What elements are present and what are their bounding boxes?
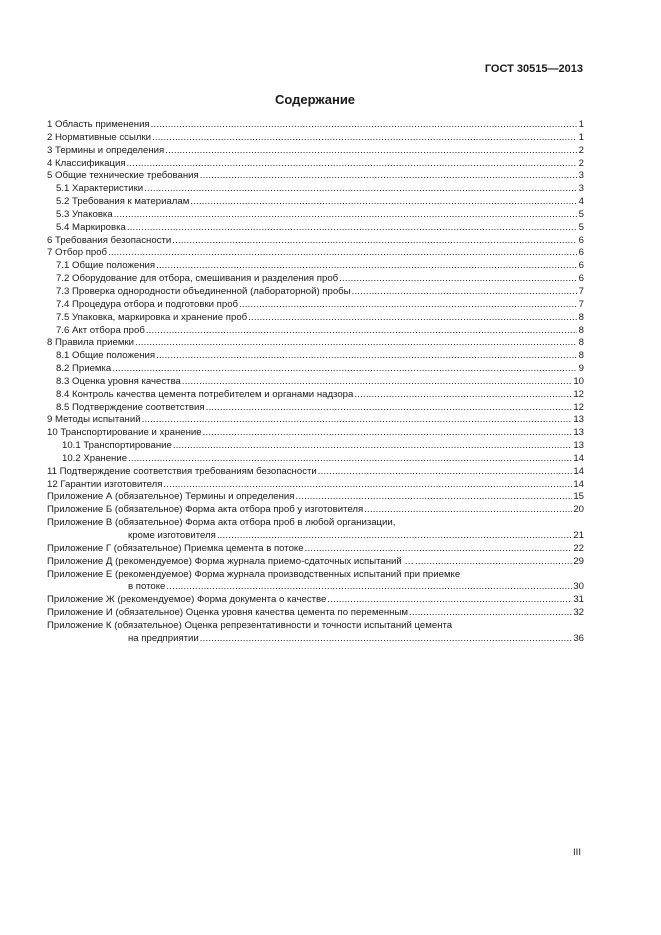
toc-entry[interactable] — [47, 556, 584, 569]
toc-entry[interactable] — [47, 183, 584, 196]
toc-leader-dots — [217, 530, 573, 543]
toc-entry[interactable] — [47, 286, 584, 299]
toc-entry-page: 4 — [578, 196, 584, 208]
toc-leader-dots — [173, 440, 573, 453]
toc-entry-page: 12 — [573, 401, 584, 413]
toc-entry-page: 30 — [573, 581, 584, 593]
toc-entry-text: 1 Область применения — [47, 119, 150, 130]
toc-leader-dots — [172, 235, 577, 248]
toc-entry[interactable] — [47, 376, 584, 389]
toc-entry-text: 11 Подтверждение соответствия требованиям безопасности — [47, 465, 317, 477]
toc-entry[interactable] — [47, 479, 584, 492]
toc-entry[interactable] — [47, 299, 584, 312]
toc-entry[interactable] — [47, 569, 584, 582]
toc-leader-dots — [206, 402, 573, 415]
toc-entry-page: 7 — [578, 285, 584, 297]
toc-entry-page: 8 — [578, 337, 584, 349]
toc-entry-page: 32 — [573, 607, 584, 619]
toc-leader-dots — [142, 414, 573, 427]
toc-entry-text: 9 Методы испытаний — [47, 414, 141, 426]
toc-entry-text: 10.1 Транспортирование — [62, 440, 172, 452]
toc-entry-text: в потоке — [128, 581, 166, 593]
toc-leader-dots — [295, 491, 572, 504]
toc-entry-page: 14 — [573, 452, 584, 464]
toc-entry-text: 5.1 Характеристики — [56, 183, 144, 195]
toc-leader-dots — [248, 312, 577, 325]
toc-leader-dots — [156, 350, 577, 363]
toc-entry-text: 10.2 Хранение — [62, 452, 128, 464]
toc-entry[interactable] — [47, 427, 584, 440]
toc-leader-dots — [127, 222, 577, 235]
toc-entry-page: 1 — [578, 119, 584, 130]
toc-entry-page: 8 — [578, 311, 584, 323]
toc-entry-page: 14 — [573, 478, 584, 490]
toc-entry-page: 14 — [573, 465, 584, 477]
toc-entry-text: Приложение К (обязательное) Оценка репрезентативности и точности испытаний цемента — [47, 619, 453, 631]
toc-entry-page: 6 — [578, 234, 584, 246]
toc-leader-dots — [200, 170, 577, 183]
toc-entry[interactable] — [47, 581, 584, 594]
toc-entry[interactable] — [47, 517, 584, 530]
toc-leader-dots — [165, 145, 577, 158]
toc-entry-page: 8 — [578, 350, 584, 362]
toc-leader-dots — [327, 594, 572, 607]
toc-entry-text: кроме изготовителя — [128, 530, 216, 541]
toc-entry-text: 8 Правила приемки — [47, 337, 134, 349]
toc-entry-page: 1 — [578, 131, 584, 143]
toc-entry-page: 8 — [578, 324, 584, 336]
toc-entry-text: 7.5 Упаковка, маркировка и хранение проб — [56, 311, 248, 323]
toc-entry-text: 5.3 Упаковка — [56, 208, 113, 220]
toc-entry-text: Приложение И (обязательное) Оценка уровня качества цемента по переменным — [47, 607, 408, 619]
toc-leader-dots — [151, 119, 577, 132]
toc-entry-page: 10 — [573, 375, 584, 387]
toc-entry-text: 2 Нормативные ссылки — [47, 131, 152, 143]
toc-entry[interactable] — [47, 466, 584, 479]
toc-entry-page: 13 — [573, 427, 584, 439]
toc-entry-text: 4 Классификация — [47, 157, 126, 169]
toc-entry[interactable] — [47, 145, 584, 158]
toc-entry-page: 3 — [578, 170, 584, 182]
toc-entry-text: 7.3 Проверка однородности объединенной (лабораторной) пробы — [56, 285, 351, 297]
toc-entry-text: 5.4 Маркировка — [56, 221, 126, 233]
toc-entry[interactable] — [47, 414, 584, 427]
toc-leader-dots — [152, 132, 577, 145]
toc-leader-dots — [163, 479, 572, 492]
toc-entry-text: 8.5 Подтверждение соответствия — [56, 401, 205, 413]
toc-leader-dots — [190, 196, 577, 209]
toc-leader-dots — [112, 363, 577, 376]
toc-entry-page: 22 — [573, 542, 584, 554]
toc-entry[interactable] — [47, 235, 584, 248]
toc-entry[interactable] — [47, 273, 584, 286]
toc-entry[interactable] — [47, 543, 584, 556]
toc-entry-text: 8.2 Приемка — [56, 363, 112, 375]
toc-entry-page: 5 — [578, 208, 584, 220]
toc-entry[interactable] — [47, 633, 584, 646]
toc-entry-page: 21 — [573, 530, 584, 541]
toc-entry-text: Приложение Б (обязательное) Форма акта отбора проб у изготовителя — [47, 504, 364, 516]
toc-entry-text: Приложение Ж (рекомендуемое) Форма документа о качестве — [47, 594, 327, 606]
toc-entry-text: 8.1 Общие положения — [56, 350, 156, 362]
toc-entry[interactable] — [47, 402, 584, 415]
toc-entry-page: 7 — [578, 298, 584, 310]
toc-entry-page: 15 — [573, 491, 584, 503]
toc-entry-page: 12 — [573, 388, 584, 400]
toc-entry-page: 6 — [578, 260, 584, 272]
toc-entry-page: 3 — [578, 183, 584, 195]
toc-entry-text: Приложение А (обязательное) Термины и определения — [47, 491, 295, 503]
toc-entry-text: 7.1 Общие положения — [56, 260, 156, 272]
toc-entry-page: 9 — [578, 363, 584, 375]
toc-entry[interactable] — [47, 389, 584, 402]
table-of-contents — [47, 119, 584, 646]
toc-entry-page: 6 — [578, 247, 584, 259]
toc-entry[interactable] — [47, 504, 584, 517]
toc-entry[interactable] — [47, 491, 584, 504]
toc-entry-text: 3 Термины и определения — [47, 144, 165, 156]
toc-entry-page: 31 — [573, 594, 584, 606]
toc-leader-dots — [127, 158, 577, 171]
toc-entry-text: 7 Отбор проб — [47, 247, 108, 259]
toc-entry[interactable] — [47, 530, 584, 543]
toc-leader-dots — [239, 299, 577, 312]
toc-leader-dots — [415, 556, 572, 569]
toc-entry-text: на предприятии — [128, 632, 199, 644]
toc-leader-dots — [182, 376, 572, 389]
toc-entry-text: 10 Транспортирование и хранение — [47, 427, 202, 439]
toc-leader-dots — [144, 183, 577, 196]
toc-entry-page: 13 — [573, 414, 584, 426]
toc-entry[interactable] — [47, 594, 584, 607]
toc-entry[interactable] — [47, 209, 584, 222]
toc-entry-text: 7.6 Акт отбора проб — [56, 324, 145, 336]
toc-entry-text: 6 Требования безопасности — [47, 234, 172, 246]
toc-entry-text: 7.2 Оборудование для отбора, смешивания и разделения проб — [56, 273, 339, 285]
toc-entry[interactable] — [47, 158, 584, 171]
page-number: III — [573, 847, 581, 858]
toc-entry[interactable] — [47, 260, 584, 273]
toc-leader-dots — [166, 581, 572, 594]
toc-entry-page: 2 — [578, 144, 584, 156]
toc-leader-dots — [354, 389, 572, 402]
toc-leader-dots — [108, 247, 577, 260]
toc-entry-text: 8.4 Контроль качества цемента потребителем и органами надзора — [56, 388, 354, 400]
toc-entry[interactable] — [47, 440, 584, 453]
toc-entry-page: 5 — [578, 221, 584, 233]
toc-entry-page: 20 — [573, 504, 584, 516]
toc-leader-dots — [128, 453, 572, 466]
toc-entry-text: Приложение В (обязательное) Форма акта отбора проб в любой организации, — [47, 517, 396, 529]
toc-entry[interactable] — [47, 363, 584, 376]
toc-leader-dots — [146, 325, 577, 338]
toc-entry[interactable] — [47, 350, 584, 363]
toc-entry[interactable] — [47, 607, 584, 620]
toc-entry-text: 5 Общие технические требования — [47, 170, 199, 182]
toc-leader-dots — [200, 633, 573, 646]
toc-entry[interactable] — [47, 337, 584, 350]
toc-entry[interactable] — [47, 196, 584, 209]
toc-entry-text: 8.3 Оценка уровня качества — [56, 375, 181, 387]
toc-leader-dots — [352, 286, 577, 299]
toc-entry[interactable] — [47, 453, 584, 466]
document-code: ГОСТ 30515—2013 — [484, 63, 583, 75]
toc-leader-dots — [135, 337, 577, 350]
toc-entry[interactable] — [47, 620, 584, 633]
toc-entry-text: Приложение Д (рекомендуемое) Форма журнала приемо-сдаточных испытаний … — [47, 555, 415, 567]
toc-entry[interactable] — [47, 247, 584, 260]
toc-leader-dots — [114, 209, 577, 222]
toc-leader-dots — [318, 466, 573, 479]
toc-entry[interactable] — [47, 325, 584, 338]
toc-entry-text: Приложение Г (обязательное) Приемка цемента в потоке — [47, 542, 304, 554]
toc-entry-page: 29 — [573, 555, 584, 567]
toc-leader-dots — [203, 427, 573, 440]
toc-entry-text: 5.2 Требования к материалам — [56, 196, 190, 208]
toc-entry[interactable] — [47, 312, 584, 325]
toc-leader-dots — [339, 273, 577, 286]
toc-leader-dots — [364, 504, 572, 517]
toc-entry[interactable] — [47, 170, 584, 183]
page-title: Содержание — [274, 92, 356, 107]
toc-entry-page: 36 — [573, 632, 584, 644]
toc-entry-text: Приложение Е (рекомендуемое) Форма журнала производственных испытаний при приемке — [47, 568, 461, 580]
toc-entry-page: 13 — [573, 440, 584, 452]
toc-entry[interactable] — [47, 119, 584, 132]
toc-leader-dots — [409, 607, 572, 620]
toc-entry-text: 12 Гарантии изготовителя — [47, 478, 163, 490]
toc-entry[interactable] — [47, 132, 584, 145]
toc-entry[interactable] — [47, 222, 584, 235]
toc-leader-dots — [156, 260, 577, 273]
toc-leader-dots — [305, 543, 573, 556]
toc-entry-text: 7.4 Процедура отбора и подготовки проб — [56, 298, 239, 310]
toc-entry-page: 6 — [578, 273, 584, 285]
toc-entry-page: 2 — [578, 157, 584, 169]
